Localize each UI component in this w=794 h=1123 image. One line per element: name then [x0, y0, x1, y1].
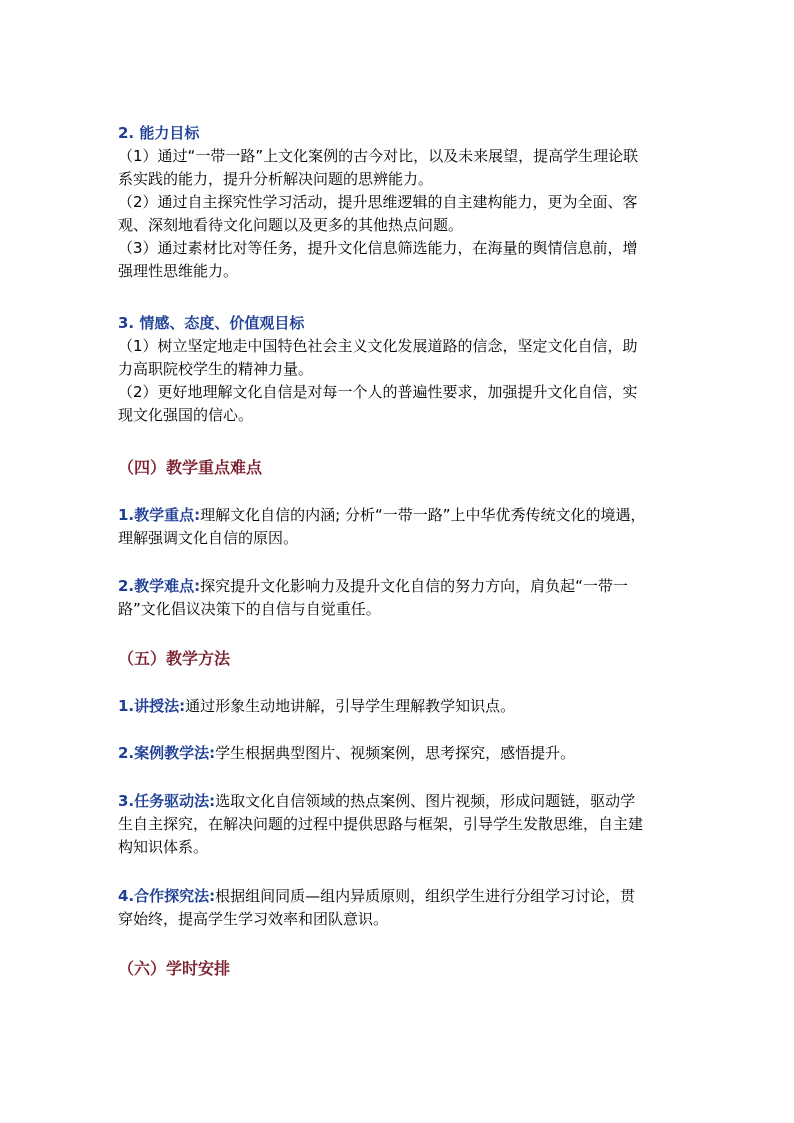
- ability-item-2-line-1: （2）通过自主探究性学习活动，提升思维逻辑的自主建构能力，更为全面、客: [118, 193, 638, 211]
- section-6-heading: （六）学时安排: [118, 959, 231, 978]
- section-4-heading: （四）教学重点难点: [118, 458, 263, 477]
- ability-item-1-line-2: 系实践的能力，提升分析解决问题的思辨能力。: [118, 170, 434, 188]
- method-lecture-label: 1.讲授法:: [118, 697, 186, 715]
- section-6-heading-block: [118, 957, 678, 980]
- teaching-key-label: 1.教学重点:: [118, 506, 201, 524]
- method-coop-label: 4.合作探究法:: [118, 887, 216, 905]
- method-coop-line-2: 穿始终，提高学生学习效率和团队意识。: [118, 910, 389, 928]
- teaching-difficult-label: 2.教学难点:: [118, 577, 201, 595]
- emotion-item-2-line-2: 现文化强国的信心。: [118, 406, 254, 424]
- method-cooperative: [118, 885, 678, 931]
- ability-item-1-line-1: （1）通过“一带一路”上文化案例的古今对比，以及未来展望，提高学生理论联: [118, 147, 639, 165]
- ability-item-3-line-2: 强理性思维能力。: [118, 262, 239, 280]
- method-case-line-1: 学生根据典型图片、视频案例，思考探究，感悟提升。: [215, 744, 576, 762]
- emotion-goals-block: [118, 312, 678, 427]
- ability-item-3-line-1: （3）通过素材比对等任务，提升文化信息筛选能力，在海量的舆情信息前，增: [118, 239, 638, 257]
- emotion-item-1-line-2: 力高职院校学生的精神力量。: [118, 360, 314, 378]
- method-task-label: 3.任务驱动法:: [118, 792, 216, 810]
- teaching-key-point: [118, 504, 678, 550]
- method-case-label: 2.案例教学法:: [118, 744, 216, 762]
- method-task-line-3: 构知识体系。: [118, 838, 209, 856]
- method-lecture-line-1: 通过形象生动地讲解，引导学生理解教学知识点。: [185, 697, 516, 715]
- section-5-heading: （五）教学方法: [118, 649, 231, 668]
- ability-goals-block: [118, 122, 678, 283]
- method-coop-line-1: 根据组间同质—组内异质原则，组织学生进行分组学习讨论，贯: [215, 887, 636, 905]
- method-task-line-1: 选取文化自信领域的热点案例、图片视频，形成问题链，驱动学: [215, 792, 636, 810]
- ability-item-2-line-2: 观、深刻地看待文化问题以及更多的其他热点问题。: [118, 216, 464, 234]
- ability-goals-heading: 2. 能力目标: [118, 124, 200, 142]
- emotion-item-2-line-1: （2）更好地理解文化自信是对每一个人的普遍性要求，加强提升文化自信，实: [118, 383, 638, 401]
- method-lecture: [118, 695, 678, 718]
- section-5-heading-block: [118, 647, 678, 670]
- emotion-item-1-line-1: （1）树立坚定地走中国特色社会主义文化发展道路的信念，坚定文化自信，助: [118, 337, 638, 355]
- method-case: [118, 742, 678, 765]
- emotion-goals-heading: 3. 情感、态度、价值观目标: [118, 314, 305, 332]
- teaching-difficult-line-1: 探究提升文化影响力及提升文化自信的努力方向，肩负起“一带一: [200, 577, 628, 595]
- teaching-difficult-point: [118, 575, 678, 621]
- section-4-heading-block: [118, 456, 678, 479]
- teaching-key-line-1: 理解文化自信的内涵; 分析“一带一路”上中华优秀传统文化的境遇，: [200, 506, 646, 524]
- teaching-key-line-2: 理解强调文化自信的原因。: [118, 529, 299, 547]
- teaching-difficult-line-2: 路”文化倡议决策下的自信与自觉重任。: [118, 600, 381, 618]
- method-task-driven: [118, 790, 678, 859]
- method-task-line-2: 生自主探究，在解决问题的过程中提供思路与框架，引导学生发散思维，自主建: [118, 815, 644, 833]
